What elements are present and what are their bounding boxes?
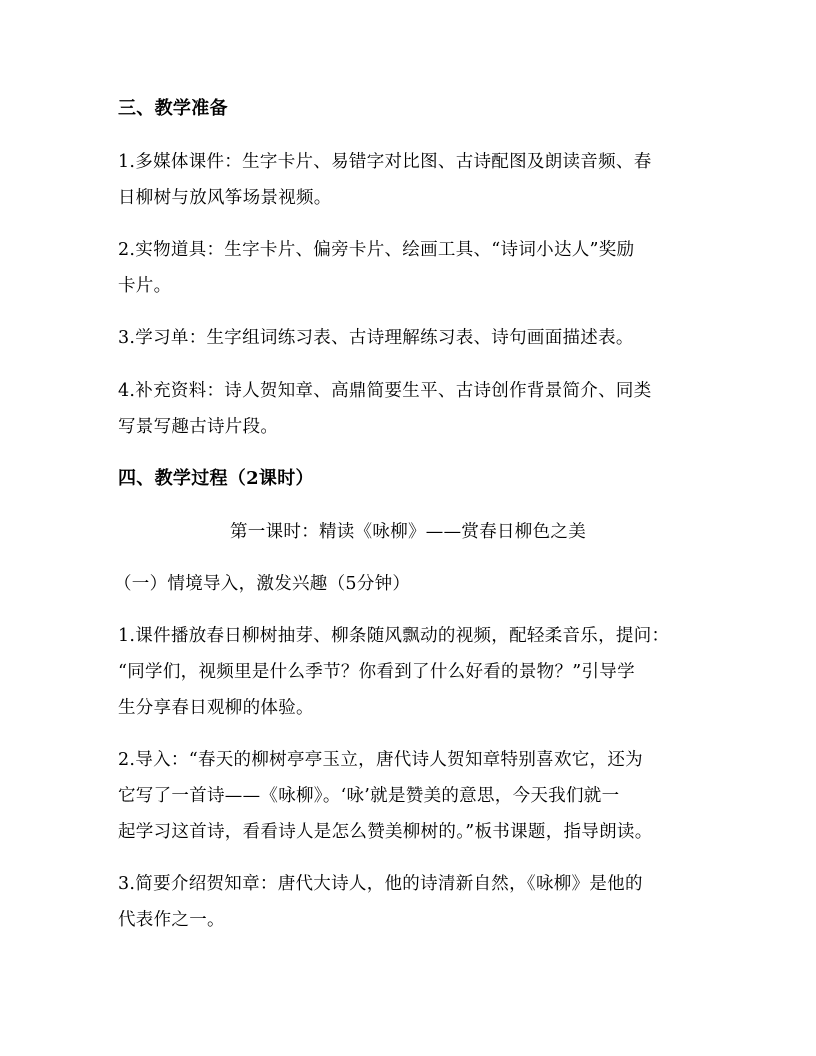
sub-heading-introduction: （一）情境导入，激发兴趣（5分钟）: [114, 574, 411, 594]
preparation-item-2-line-2: 卡片。: [118, 276, 172, 296]
process-item-1-line-2: “同学们，视频里是什么季节？你看到了什么好看的景物？”引导学: [118, 662, 635, 682]
process-item-1-line-3: 生分享春日观柳的体验。: [118, 698, 314, 718]
preparation-item-4-line-1: 4.补充资料：诗人贺知章、高鼎简要生平、古诗创作背景简介、同类: [118, 381, 652, 401]
lesson-title: 第一课时：精读《咏柳》——赏春日柳色之美: [230, 522, 586, 542]
section-heading-process: 四、教学过程（2课时）: [118, 468, 314, 489]
preparation-item-4-line-2: 写景写趣古诗片段。: [118, 417, 279, 437]
process-item-2-line-1: 2.导入：“春天的柳树亭亭玉立，唐代诗人贺知章特别喜欢它，还为: [118, 750, 643, 770]
process-item-2-line-3: 起学习这首诗，看看诗人是怎么赞美柳树的。”板书课题，指导朗读。: [118, 822, 653, 842]
preparation-item-2-line-1: 2.实物道具：生字卡片、偏旁卡片、绘画工具、“诗词小达人”奖励: [118, 240, 635, 260]
preparation-item-1-line-1: 1.多媒体课件：生字卡片、易错字对比图、古诗配图及朗读音频、春: [118, 152, 652, 172]
section-heading-preparation: 三、教学准备: [118, 98, 228, 119]
preparation-item-3-line-1: 3.学习单：生字组词练习表、古诗理解练习表、诗句画面描述表。: [118, 328, 634, 348]
process-item-2-line-2: 它写了一首诗——《咏柳》。‘咏’就是赞美的意思，今天我们就一: [118, 786, 620, 806]
process-item-1-line-1: 1.课件播放春日柳树抽芽、柳条随风飘动的视频，配轻柔音乐，提问：: [118, 626, 670, 646]
process-item-3-line-1: 3.简要介绍贺知章：唐代大诗人，他的诗清新自然，《咏柳》是他的: [118, 874, 643, 894]
process-item-3-line-2: 代表作之一。: [118, 910, 225, 930]
preparation-item-1-line-2: 日柳树与放风筝场景视频。: [118, 188, 332, 208]
